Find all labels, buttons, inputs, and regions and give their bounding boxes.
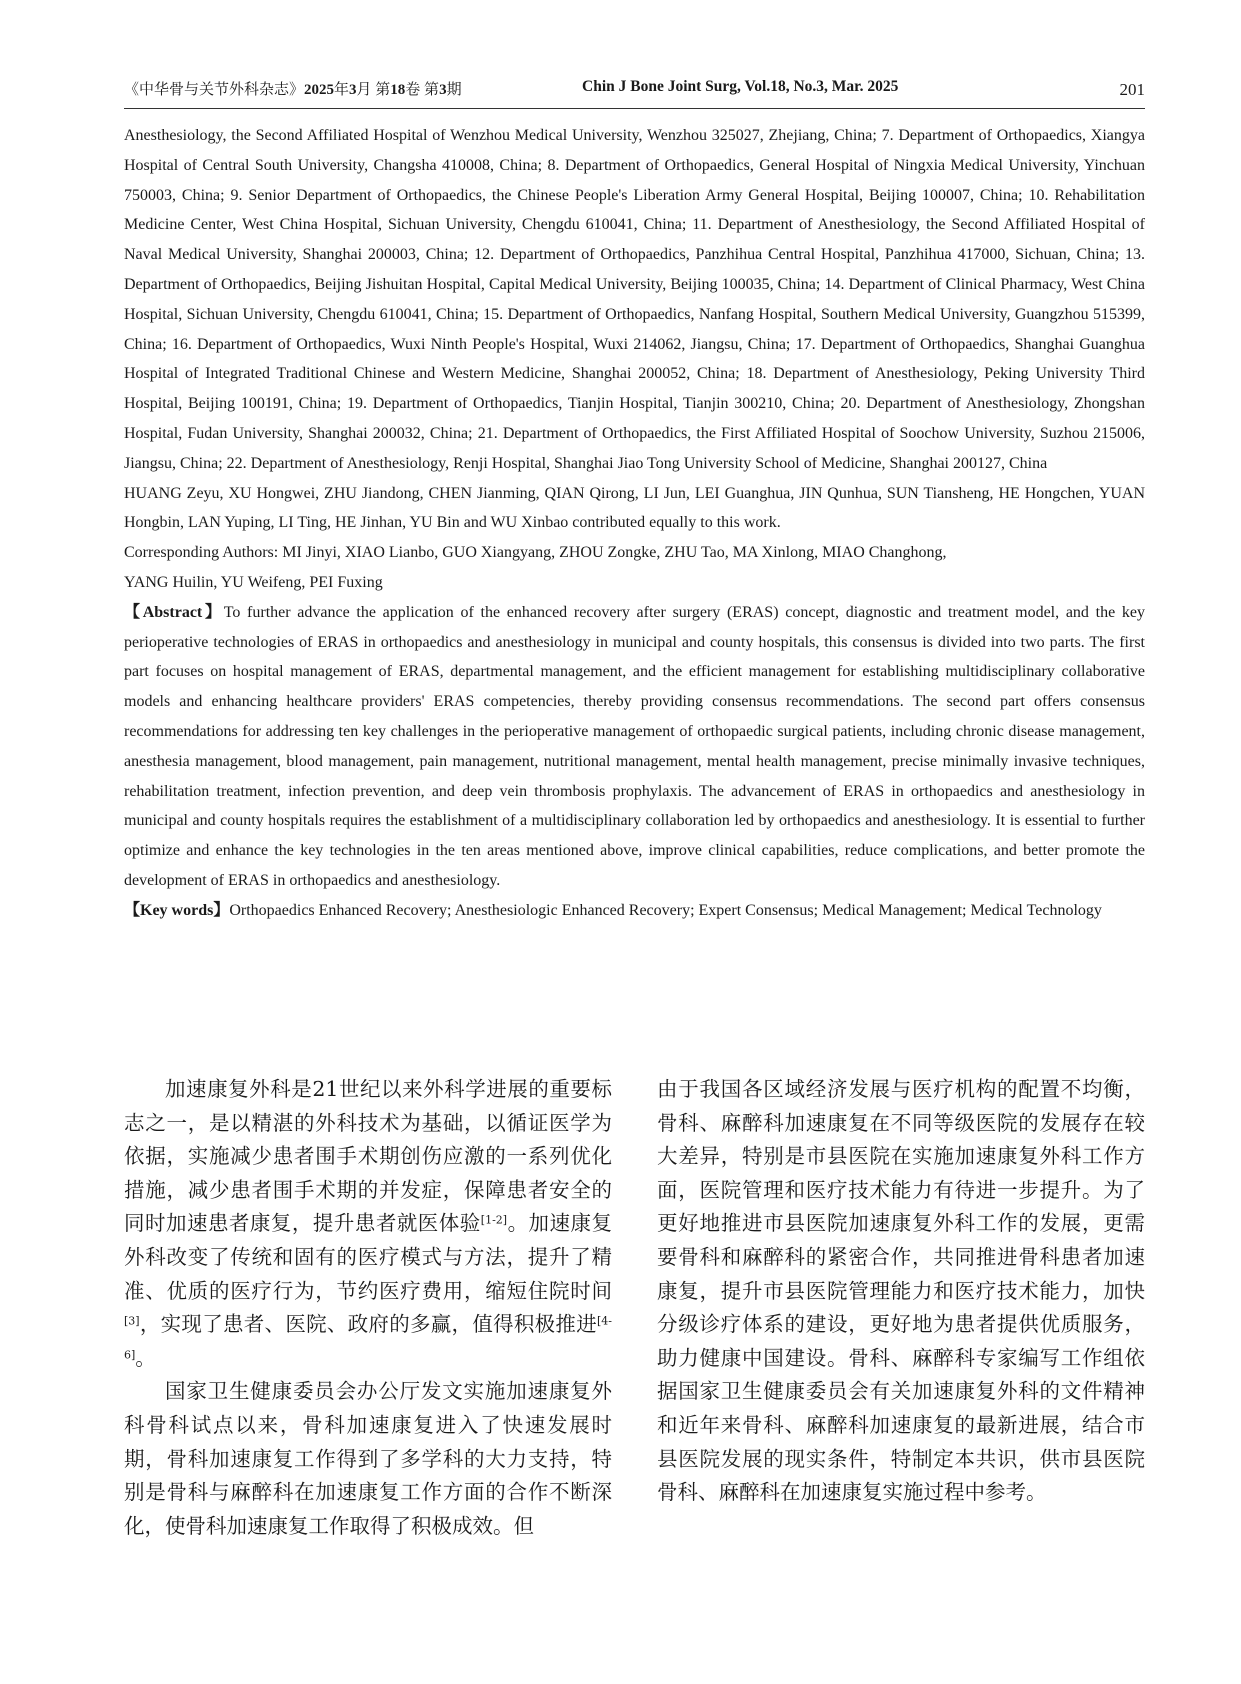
abstract-label: 【Abstract】 bbox=[124, 603, 224, 621]
citation: [4-6] bbox=[124, 1314, 612, 1362]
abstract bbox=[124, 598, 1145, 896]
citation: [3] bbox=[124, 1314, 140, 1328]
citation: [1-2] bbox=[480, 1213, 508, 1227]
keywords bbox=[124, 896, 1145, 926]
corresponding-names: MI Jinyi, XIAO Lianbo, GUO Xiangyang, ZHOU Zongke, ZHU Tao, MA Xinlong, MIAO Changhong, bbox=[282, 544, 947, 562]
body-paragraph: 加速康复外科是21世纪以来外科学进展的重要标志之一，是以精湛的外科技术为基础，以循证医学为依据，实施减少患者围手术期创伤应激的一系列优化措施，减少患者围手术期的并发症，保障患者安全的同时加速患者康复，提升患者就医体验[1-2]。加速康复外科改变了传统和固有的医疗模式与方法，提升了精准、优质的医疗行为，节约医疗费用，缩短住院时间[3]，实现了患者、医院、政府的多赢，值得积极推进[4-6]。 bbox=[124, 1077, 613, 1370]
running-header bbox=[124, 78, 1145, 109]
body-column-right bbox=[657, 1073, 1145, 1510]
affiliations: Anesthesiology, the Second Affiliated Hospital of Wenzhou Medical University, Wenzhou 325027, Zhejiang, China; 7. Department of Orthopaedics, Xiangya Hospital of Central South University, Changsha 410008, China; 8. Department of Orthopaedics, General Hospital of Ningxia Medical University, Yinchuan 750003, China; 9. Senior Department of Orthopaedics, the Chinese People's Liberation Army General Hospital, Beijing 100007, China; 10. Rehabilitation Medicine Center, West China Hospital, Sichuan University, Chengdu 610041, China; 11. Department of Anesthesiology, the Second Affiliated Hospital of Naval Medical University, Shanghai 200003, China; 12. Department of Orthopaedics, Panzhihua Central Hospital, Panzhihua 417000, Sichuan, China; 13. Department of Orthopaedics, Beijing Jishuitan Hospital, Capital Medical University, Beijing 100035, China; 14. Department of Clinical Pharmacy, West China Hospital, Sichuan University, Chengdu 610041, China; 15. Department of Orthopaedics, Nanfang Hospital, Southern Medical University, Guangzhou 515399, China; 16. Department of Orthopaedics, Wuxi Ninth People's Hospital, Wuxi 214062, Jiangsu, China; 17. Department of Orthopaedics, Shanghai Guanghua Hospital of Integrated Traditional Chinese and Western Medicine, Shanghai 200052, China; 18. Department of Anesthesiology, Peking University Third Hospital, Beijing 100191, China; 19. Department of Orthopaedics, Tianjin Hospital, Tianjin 300210, China; 20. Department of Anesthesiology, Zhongshan Hospital, Fudan University, Shanghai 200032, China; 21. Department of Orthopaedics, the First Affiliated Hospital of Soochow University, Suzhou 215006, Jiangsu, China; 22. Department of Anesthesiology, Renji Hospital, Shanghai Jiao Tong University School of Medicine, Shanghai 200127, China bbox=[124, 127, 1145, 472]
body-column-left bbox=[124, 1073, 612, 1543]
keywords-text: Orthopaedics Enhanced Recovery; Anesthesiologic Enhanced Recovery; Expert Consensus; Medical Management; Medical Technology bbox=[229, 901, 1102, 919]
body-paragraph: 国家卫生健康委员会办公厅发文实施加速康复外科骨科试点以来，骨科加速康复进入了快速发展时期，骨科加速康复工作得到了多学科的大力支持，特别是骨科与麻醉科在加速康复工作方面的合作不断深化，使骨科加速康复工作取得了积极成效。但 bbox=[124, 1379, 612, 1538]
corresponding-authors bbox=[124, 538, 1145, 598]
equal-contribution-note: HUANG Zeyu, XU Hongwei, ZHU Jiandong, CHEN Jianming, QIAN Qirong, LI Jun, LEI Guanghua, JIN Qunhua, SUN Tiansheng, HE Hongchen, YUAN Hongbin, LAN Yuping, LI Ting, HE Jinhan, YU Bin and WU Xinbao contributed equally to this work. bbox=[124, 484, 1145, 532]
page-number: 201 bbox=[1119, 80, 1145, 99]
header-journal-cn: 《中华骨与关节外科杂志》2025年3月 第18卷 第3期 bbox=[124, 82, 462, 98]
header-journal-en: Chin J Bone Joint Surg, Vol.18, No.3, Mar. 2025 bbox=[582, 78, 899, 95]
keywords-label: 【Key words】 bbox=[124, 901, 230, 919]
body-paragraph-continued: 由于我国各区域经济发展与医疗机构的配置不均衡，骨科、麻醉科加速康复在不同等级医院的发展存在较大差异，特别是市县医院在实施加速康复外科工作方面，医院管理和医疗技术能力有待进一步提升。为了更好地推进市县医院加速康复外科工作的发展，更需要骨科和麻醉科的紧密合作，共同推进骨科患者加速康复，提升市县医院管理能力和医疗技术能力，加快分级诊疗体系的建设，更好地为患者提供优质服务，助力健康中国建设。骨科、麻醉科专家编写工作组依据国家卫生健康委员会有关加速康复外科的文件精神和近年来骨科、麻醉科加速康复的最新进展，结合市县医院发展的现实条件，特制定本共识，供市县医院骨科、麻醉科在加速康复实施过程中参考。 bbox=[657, 1077, 1145, 1505]
corresponding-label: Corresponding Authors: bbox=[124, 544, 279, 562]
abstract-text: To further advance the application of the enhanced recovery after surgery (ERAS) concept, diagnostic and treatment model, and the key perioperative technologies of ERAS in orthopaedics and anesthesiology in municipal and county hospitals, this consensus is divided into two parts. The first part focuses on hospital management of ERAS, departmental management, and the efficient management for establishing multidisciplinary collaborative models and enhancing healthcare providers' ERAS competencies, thereby providing consensus recommendations. The second part offers consensus recommendations for addressing ten key challenges in the perioperative management of orthopaedic surgical patients, including chronic disease management, anesthesia management, blood management, pain management, nutritional management, mental health management, precise minimally invasive techniques, rehabilitation treatment, infection prevention, and deep vein thrombosis prophylaxis. The advancement of ERAS in orthopaedics and anesthesiology in municipal and county hospitals requires the establishment of a multidisciplinary collaboration led by orthopaedics and anesthesiology. It is essential to further optimize and enhance the key technologies in the ten areas mentioned above, improve clinical capabilities, reduce complications, and better promote the development of ERAS in orthopaedics and anesthesiology. bbox=[124, 603, 1146, 889]
front-matter bbox=[124, 121, 1145, 926]
corresponding-names-cont: YANG Huilin, YU Weifeng, PEI Fuxing bbox=[124, 573, 383, 591]
